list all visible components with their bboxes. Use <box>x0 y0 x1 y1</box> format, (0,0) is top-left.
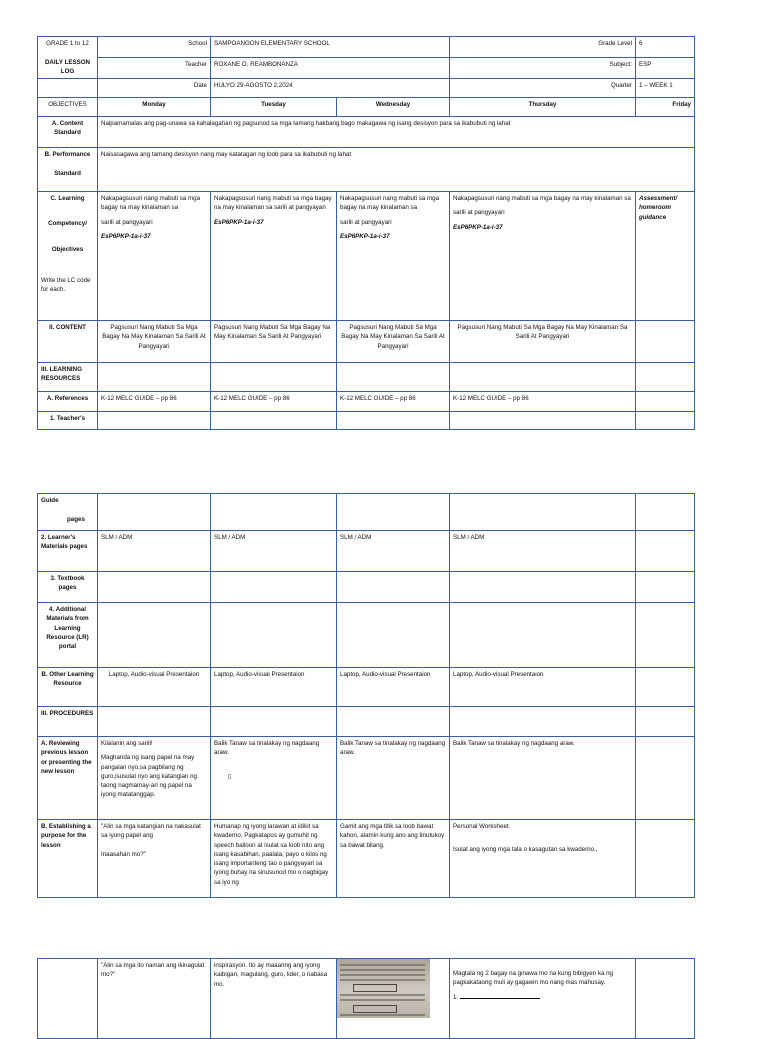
wednesday-header: Wednesday <box>337 98 450 117</box>
objectives-header: OBJECTIVES <box>38 98 98 117</box>
learners-materials-label: 2. Learner's Materials pages <box>38 531 98 572</box>
grade-range: GRADE 1 to 12 <box>46 40 89 47</box>
additional-materials-label: 4. Additional Materials from Learning Resource (LR) portal <box>38 603 98 668</box>
grade-level-label: Grade Level <box>450 37 636 58</box>
performance-standard-label: B. Performance Standard <box>38 148 98 192</box>
dll-title: DAILY LESSON LOG <box>44 58 91 75</box>
textbook-label: 3. Textbook pages <box>38 572 98 603</box>
lc-code-note: Write the LC code for each. <box>41 277 91 294</box>
learning-comp-monday: Nakapagsusuri nang mabuti sa mga bagay na may kinalaman sa sarili at pangyayari EsP6PKP-1a-i-37 <box>98 192 211 321</box>
other-resources-thursday: Laptop, Audio-visual Presentaion <box>450 668 636 707</box>
reviewing-thursday: Balik Tanaw sa tinalakay ng nagdaang araw. <box>450 737 636 820</box>
tuesday-header: Tuesday <box>211 98 337 117</box>
dll-table-page-3 <box>37 958 695 1039</box>
teachers-guide-label: 1. Teacher's <box>38 412 98 430</box>
school-value: SAMPOANGON ELEMENTARY SCHOOL <box>211 37 450 58</box>
dll-table-page-1 <box>37 36 695 430</box>
procedures-label: III. PROCEDURES <box>38 707 98 737</box>
teacher-label: Teacher <box>98 58 211 79</box>
grade-range-cell <box>38 37 98 79</box>
content-friday <box>636 321 695 363</box>
thursday-header: Thursday <box>450 98 636 117</box>
learning-comp-tuesday: Nakapagsusuri nang mabuti sa mga bagay na may kinalaman sa sarili at pangyayari EsP6PKP-1a-i-37 <box>211 192 337 321</box>
learning-competency-label: C. Learning Competency/ Objectives Write the LC code for each. <box>38 192 98 321</box>
learning-comp-wednesday: Nakapagsusuri nang mabuti sa mga bagay na may kinalaman sa sarili at pangyayari EsP6PKP-1a-i-37 <box>337 192 450 321</box>
quarter-value: 1 – WEEK 1 <box>636 79 695 98</box>
worksheet-image <box>337 959 450 1039</box>
learning-comp-thursday: Nakapagsusuri nang mabuti sa mga bagay na may kinalaman sa sarili at pangyayari EsP6PKP-1a-i-37 <box>450 192 636 321</box>
establishing-monday: "Alin sa mga katangian na nakasulat sa iyong papel ang Inaasahan mo?" <box>98 820 211 898</box>
other-resources-label: B. Other Learning Resource <box>38 668 98 707</box>
other-resources-tuesday: Laptop, Audio-visual Presentaion <box>211 668 337 707</box>
references-wednesday: K-12 MELC GUIDE – pp 86 <box>337 392 450 412</box>
dll-table-page-2 <box>37 493 695 898</box>
continued-thursday: Magtala ng 2 bagay na ginawa mo na kung bibigyen ka ng pagkakataong muli ay gagawin mo nang mas mahusay. 1. <box>450 959 636 1039</box>
references-thursday: K-12 MELC GUIDE – pp 86 <box>450 392 636 412</box>
reviewing-wednesday: Balik Tanaw sa tinalakay ng nagdaang araw. <box>337 737 450 820</box>
reviewing-tuesday: Balik Tanaw sa tinalakay ng nagdaang araw. ▯ <box>211 737 337 820</box>
date-value: HULYO 29-AGOSTO 2,2024 <box>211 79 450 98</box>
references-label: A. References <box>38 392 98 412</box>
establishing-label: B. Establishing a purpose for the lesson <box>38 820 98 898</box>
establishing-thursday: Personal Worksheet. Isulat ang iyong mga tala o kasagutan sa kwaderno., <box>450 820 636 898</box>
teachers-guide-cont: Guide pages <box>38 494 98 531</box>
references-monday: K-12 MELC GUIDE – pp 86 <box>98 392 211 412</box>
teacher-value: ROXANE O. REAMBONANZA <box>211 58 450 79</box>
content-wednesday: Pagsusuri Nang Mabuti Sa Mga Bagay Na May Kinalaman Sa Sarili At Pangyayari <box>337 321 450 363</box>
establishing-tuesday: Humanap ng iyong larawan at idikit sa kwaderno. Pagkatapos ay gumuhit ng speech balloon at isulat sa loob nito ang isang kasabihan, paalala, payo o kilos ng isang importanteng tao o pangyayari sa iyong buhay na sinusunod mo o nagbigay sa iyo ng <box>211 820 337 898</box>
friday-header: Friday <box>636 98 695 117</box>
grade-level-value: 6 <box>636 37 695 58</box>
subject-label: Subject: <box>450 58 636 79</box>
other-resources-monday: Laptop, Audio-visual Presentaion <box>98 668 211 707</box>
content-monday: Pagsusuri Nang Mabuti Sa Mga Bagay Na May Kinalaman Sa Sarili At Pangyayari <box>98 321 211 363</box>
references-tuesday: K-12 MELC GUIDE – pp 86 <box>211 392 337 412</box>
learners-wednesday: SLM / ADM <box>337 531 450 572</box>
content-tuesday: Pagsusuri Nang Mabuti Sa Mga Bagay Na May Kinalaman Sa Sarili At Pangyayari <box>211 321 337 363</box>
blank-cell <box>38 79 98 98</box>
other-resources-wednesday: Laptop, Audio-visual Presentaion <box>337 668 450 707</box>
subject-value: ESP <box>636 58 695 79</box>
monday-header: Monday <box>98 98 211 117</box>
performance-standard-text: Naisasagawa ang tamang desisyon nang may katatagan ng loob para sa ikabubuti ng lahat <box>98 148 695 192</box>
reviewing-monday: Kilalanin ang sarili! Maghanda ng isang papel na may pangalan nyo,sa pagbilang ng guro,isusulat nyo ang katangian ng taong nagmamay-ari ng papel na iyong matatanggap. <box>98 737 211 820</box>
content-label: II. CONTENT <box>38 321 98 363</box>
learners-thursday: SLM / ADM <box>450 531 636 572</box>
content-standard-label: A. Content Standard <box>38 117 98 148</box>
continued-monday: "Alin sa mga ito naman ang ikinagulat mo?" <box>98 959 211 1039</box>
continued-tuesday: inspirasyon. Ito ay maaaring ang iyong kaibigan, magulang, guro, lider, o nabasa mo. <box>211 959 337 1039</box>
reviewing-label: A. Reviewing previous lesson or presenting the new lesson <box>38 737 98 820</box>
establishing-wednesday: Gamit ang mga titik sa loob bawat kahon, alamin kung ano ang tinutukoy sa bawat bilang. <box>337 820 450 898</box>
content-standard-text: Naipamamalas ang pag-unawa sa kahalagahan ng pagsunod sa mga tamang hakbang bago makagawa ng isang desisyon para sa ikabubuti ng lahat <box>98 117 695 148</box>
school-label: School <box>98 37 211 58</box>
quarter-label: Quarter <box>450 79 636 98</box>
content-thursday: Pagsusuri Nang Mabuti Sa Mga Bagay Na May Kinalaman Sa Sarili At Pangyayari <box>450 321 636 363</box>
learners-tuesday: SLM / ADM <box>211 531 337 572</box>
date-label: Date <box>98 79 211 98</box>
learners-monday: SLM / ADM <box>98 531 211 572</box>
learning-comp-friday: Assessment/ homeroom guidance <box>636 192 695 321</box>
learning-resources-label: III. LEARNING RESOURCES <box>38 363 98 392</box>
